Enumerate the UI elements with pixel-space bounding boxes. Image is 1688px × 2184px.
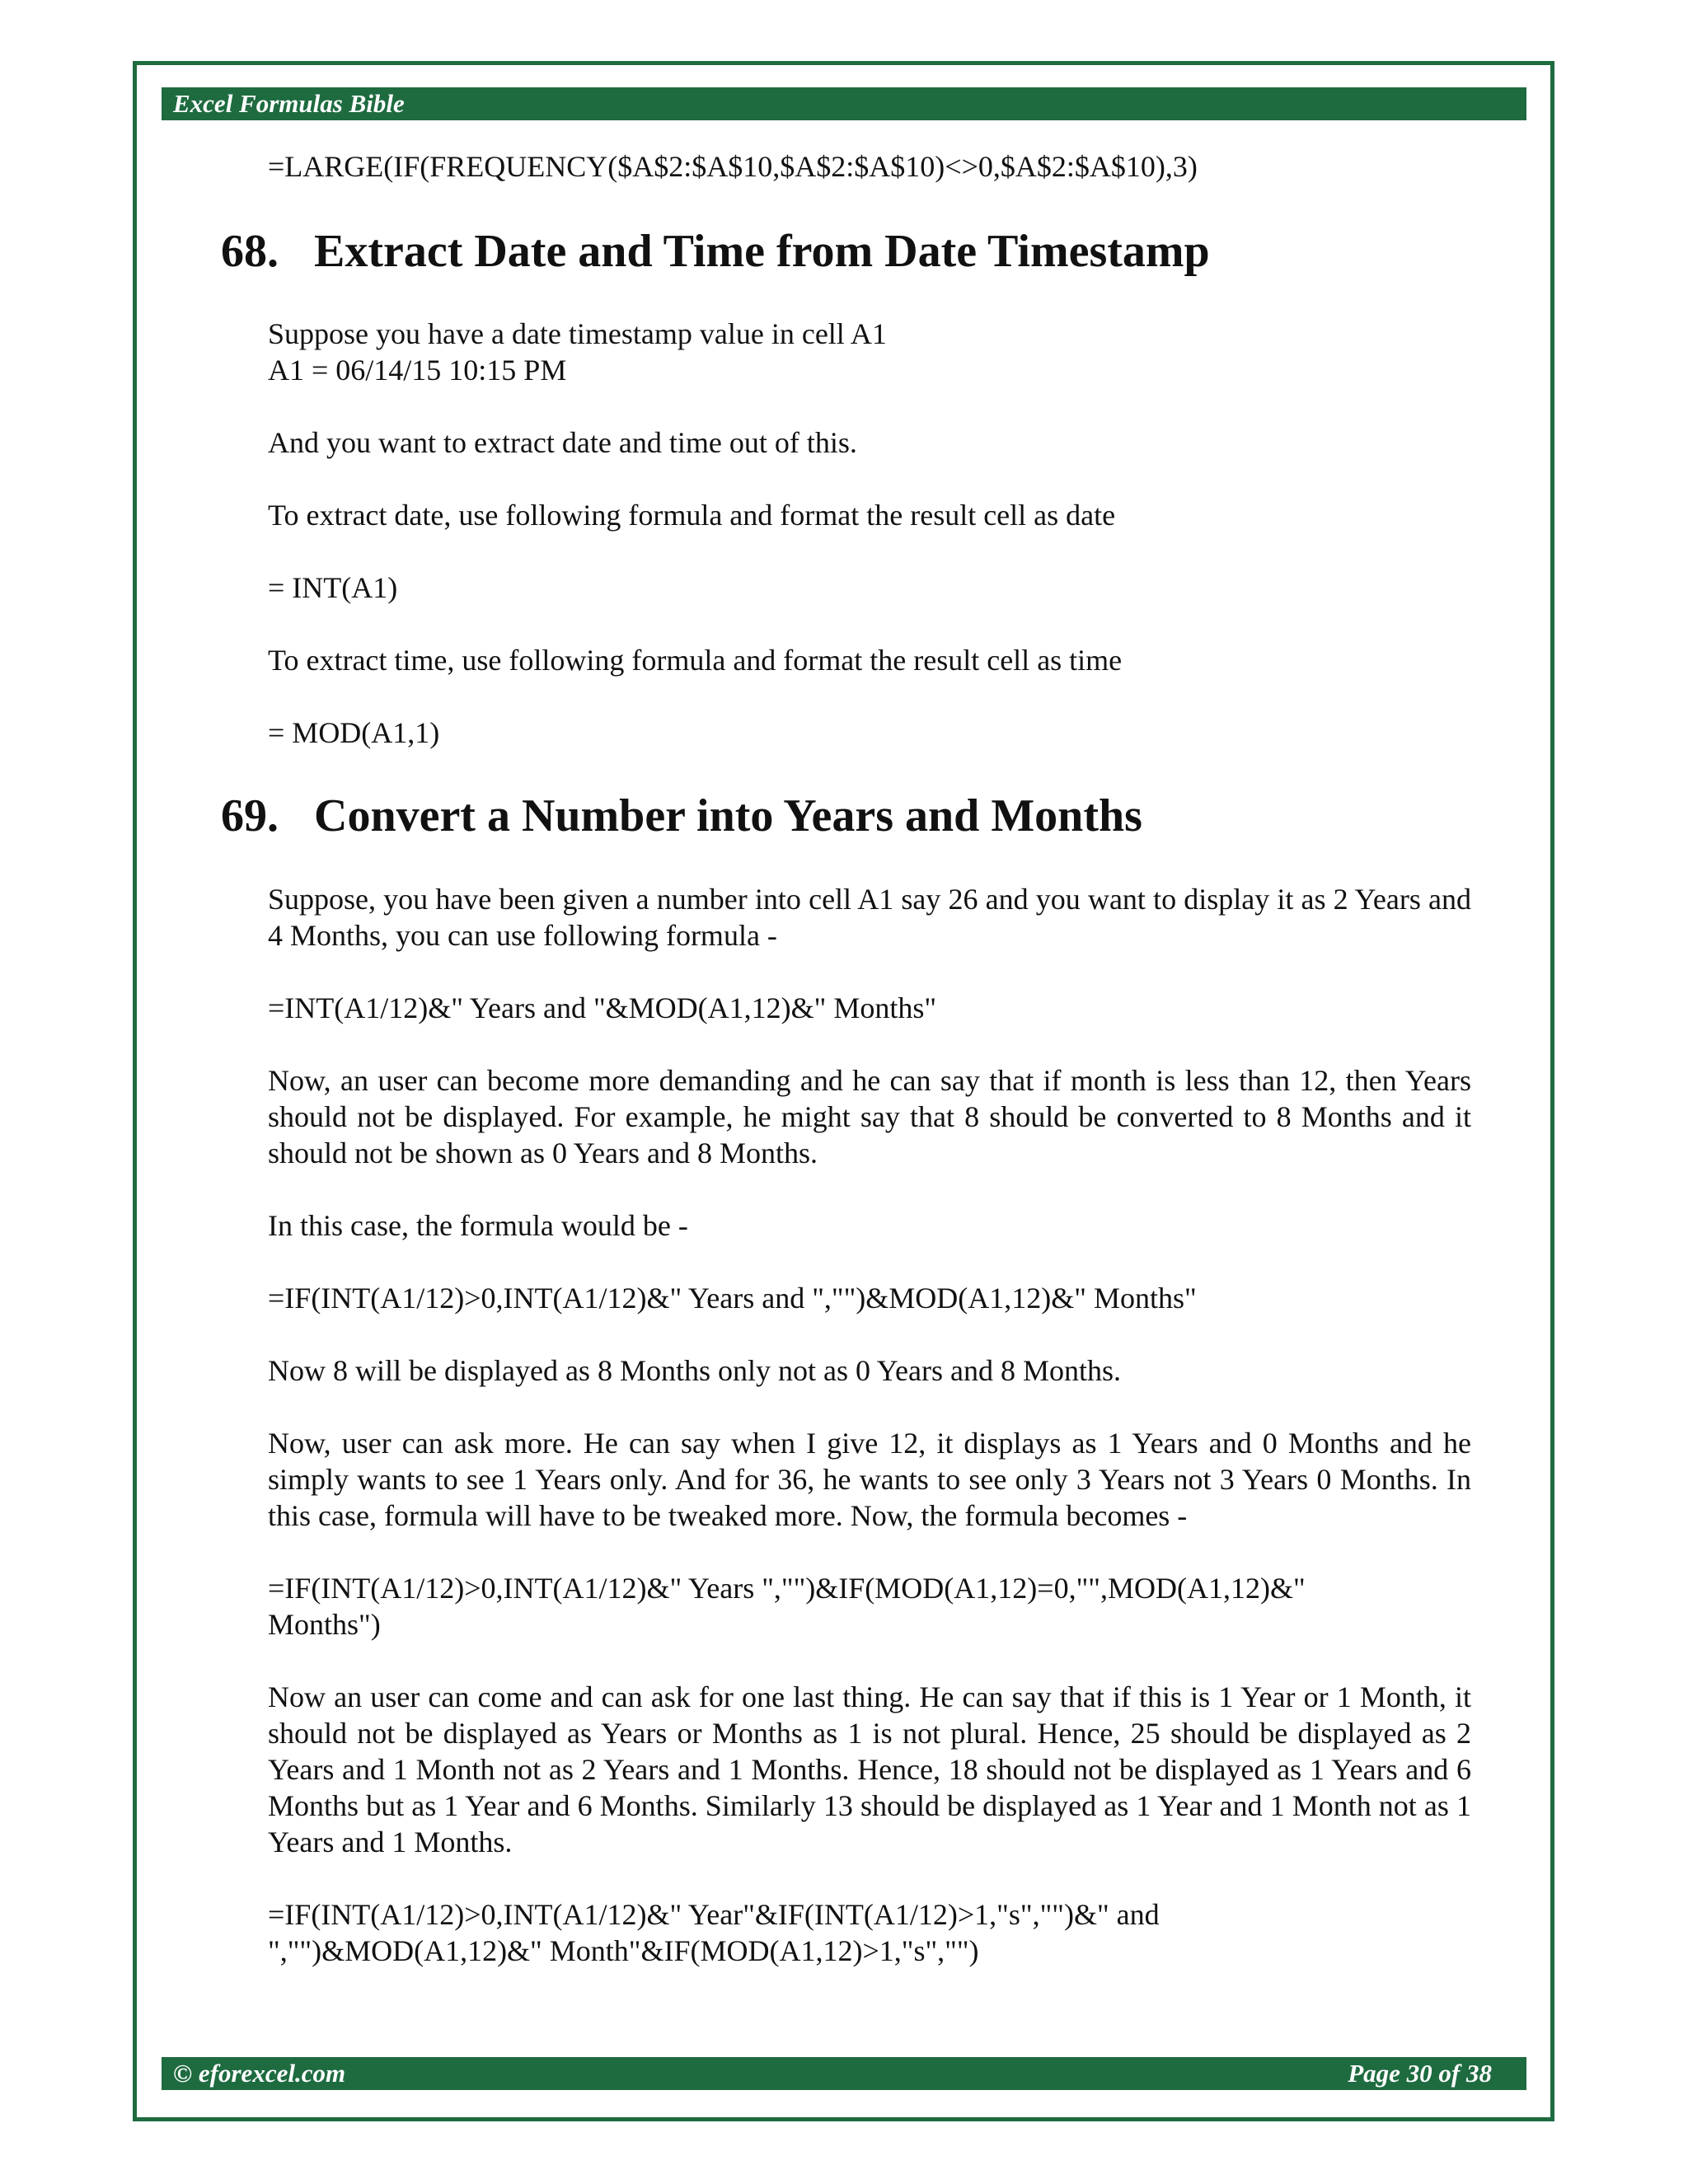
section-69-formula-4-line-2: ","")&MOD(A1,12)&" Month"&IF(MOD(A1,12)>1,"s","") <box>268 1934 979 1967</box>
top-formula: =LARGE(IF(FREQUENCY($A$2:$A$10,$A$2:$A$10)<>0,$A$2:$A$10),3) <box>268 150 1198 183</box>
section-69-paragraph-6: Now an user can come and can ask for one last thing. He can say that if this is 1 Year or 1 Month, it should not be displayed as Years or Months as 1 is not plural. Hence, 25 should be displayed as 2 Years and 1 Month not as 2 Years and 1 Months. Hence, 18 should not be displayed as 1 Years and 6 Months but as 1 Year and 6 Months. Similarly 13 should be displayed as 1 Year and 1 Month not as 1 Years and 1 Months. <box>268 1680 1471 1858</box>
section-68-formula-1: = INT(A1) <box>268 571 398 604</box>
section-69-number: 69. <box>221 790 279 841</box>
section-69-paragraph-4: Now 8 will be displayed as 8 Months only not as 0 Years and 8 Months. <box>268 1354 1121 1387</box>
section-68-formula-2: = MOD(A1,1) <box>268 716 440 749</box>
section-69-formula-2: =IF(INT(A1/12)>0,INT(A1/12)&" Years and ","")&MOD(A1,12)&" Months" <box>268 1282 1197 1315</box>
section-69-formula-3-line-2: Months") <box>268 1608 381 1641</box>
section-68-paragraph-4: To extract time, use following formula and format the result cell as time <box>268 644 1123 677</box>
section-69-formula-3-line-1: =IF(INT(A1/12)>0,INT(A1/12)&" Years ","")&IF(MOD(A1,12)=0,"",MOD(A1,12)&" <box>268 1572 1306 1605</box>
section-69-paragraph-1: Suppose, you have been given a number into cell A1 say 26 and you want to display it as 2 Years and 4 Months, you can use following formula - <box>268 883 1471 952</box>
section-69-title: Convert a Number into Years and Months <box>314 790 1142 841</box>
section-69-paragraph-2: Now, an user can become more demanding and he can say that if month is less than 12, then Years should not be displayed. For example, he might say that 8 should be converted to 8 Months and it should not be shown as 0 Years and 8 Months. <box>268 1064 1471 1169</box>
section-68-heading <box>221 223 1210 280</box>
header-title: Excel Formulas Bible <box>173 89 405 118</box>
footer-page-number: Page 30 of 38 <box>1348 2059 1492 2088</box>
section-68-title: Extract Date and Time from Date Timestamp <box>314 226 1210 277</box>
section-68-line2: A1 = 06/14/15 10:15 PM <box>268 354 567 387</box>
header-bar <box>162 87 1526 120</box>
section-69-heading <box>221 787 1142 845</box>
section-68-paragraph-2: And you want to extract date and time out of this. <box>268 426 857 459</box>
section-69-formula-1: =INT(A1/12)&" Years and "&MOD(A1,12)&" Months" <box>268 991 937 1024</box>
footer-bar <box>162 2057 1526 2090</box>
section-68-line1: Suppose you have a date timestamp value in cell A1 <box>268 317 887 350</box>
section-69-paragraph-3: In this case, the formula would be - <box>268 1209 688 1242</box>
section-69-paragraph-5: Now, user can ask more. He can say when I give 12, it displays as 1 Years and 0 Months and he simply wants to see 1 Years only. And for 36, he wants to see only 3 Years not 3 Years 0 Months. In this case, formula will have to be tweaked more. Now, the formula becomes - <box>268 1427 1471 1532</box>
footer-site: © eforexcel.com <box>173 2059 346 2088</box>
section-68-number: 68. <box>221 226 279 277</box>
section-68-paragraph-3: To extract date, use following formula and format the result cell as date <box>268 499 1116 532</box>
section-69-formula-4-line-1: =IF(INT(A1/12)>0,INT(A1/12)&" Year"&IF(INT(A1/12)>1,"s","")&" and <box>268 1898 1160 1931</box>
